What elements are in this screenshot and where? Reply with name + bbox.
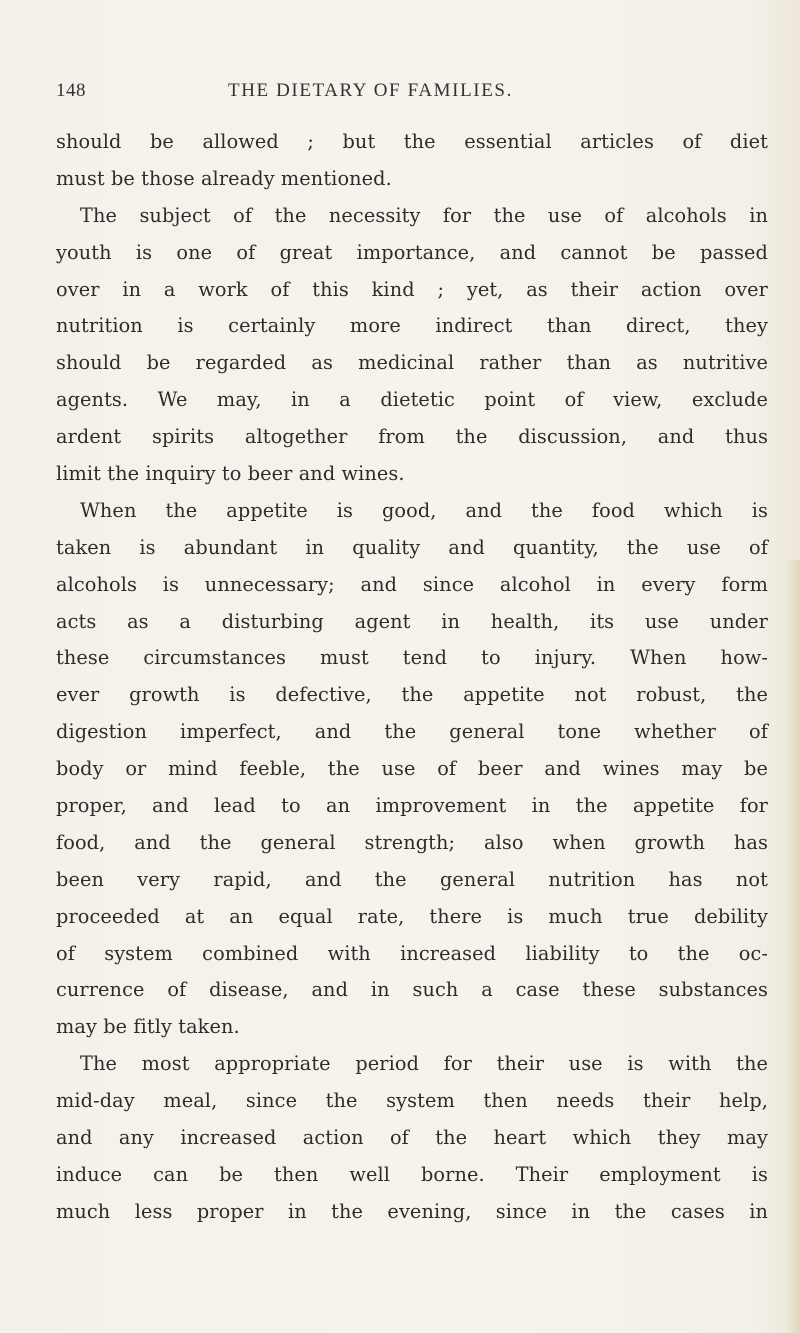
text-line: agents. We may, in a dietetic point of view, exclude xyxy=(56,388,768,412)
text-line: currence of disease, and in such a case these substances xyxy=(56,978,768,1002)
text-line: proceeded at an equal rate, there is much true debility xyxy=(56,904,768,928)
text-line: taken is abundant in quality and quantity, the use of xyxy=(56,535,768,559)
page-number: 148 xyxy=(56,80,86,101)
text-line: and any increased action of the heart which they may xyxy=(56,1126,768,1150)
page-edge-shadow xyxy=(786,560,800,1333)
text-line: of system combined with increased liability to the oc- xyxy=(56,941,768,965)
text-line: The subject of the necessity for the use of alcohols in xyxy=(80,203,768,227)
text-line: alcohols is unnecessary; and since alcohol in every form xyxy=(56,572,768,596)
text-line: When the appetite is good, and the food which is xyxy=(80,498,768,522)
page-header xyxy=(56,80,766,110)
text-line: ever growth is defective, the appetite not robust, the xyxy=(56,683,768,707)
text-line: these circumstances must tend to injury. When how- xyxy=(56,646,768,670)
text-line: over in a work of this kind ; yet, as their action over xyxy=(56,277,768,301)
text-line: been very rapid, and the general nutrition has not xyxy=(56,867,768,891)
text-line: should be regarded as medicinal rather than as nutritive xyxy=(56,351,768,375)
text-line: acts as a disturbing agent in health, its use under xyxy=(56,609,768,633)
text-line: nutrition is certainly more indirect than direct, they xyxy=(56,314,768,338)
text-line: proper, and lead to an improvement in the appetite for xyxy=(56,794,768,818)
text-line: should be allowed ; but the essential articles of diet xyxy=(56,130,768,153)
body-text xyxy=(56,124,768,1231)
running-title: THE DIETARY OF FAMILIES. xyxy=(228,80,513,101)
text-line: food, and the general strength; also when growth has xyxy=(56,830,768,854)
text-line: youth is one of great importance, and cannot be passed xyxy=(56,240,768,264)
text-line: body or mind feeble, the use of beer and wines may be xyxy=(56,757,768,781)
text-line: The most appropriate period for their use is with the xyxy=(80,1052,768,1076)
text-line: mid-day meal, since the system then needs their help, xyxy=(56,1089,768,1113)
text-line: induce can be then well borne. Their employment is xyxy=(56,1162,768,1186)
text-line: limit the inquiry to beer and wines. xyxy=(56,462,405,486)
text-line: ardent spirits altogether from the discussion, and thus xyxy=(56,425,768,449)
text-line: digestion imperfect, and the general tone whether of xyxy=(56,720,768,744)
text-line: must be those already mentioned. xyxy=(56,166,392,190)
text-line: may be fitly taken. xyxy=(56,1015,240,1039)
text-line: much less proper in the evening, since in the cases in xyxy=(56,1199,768,1223)
